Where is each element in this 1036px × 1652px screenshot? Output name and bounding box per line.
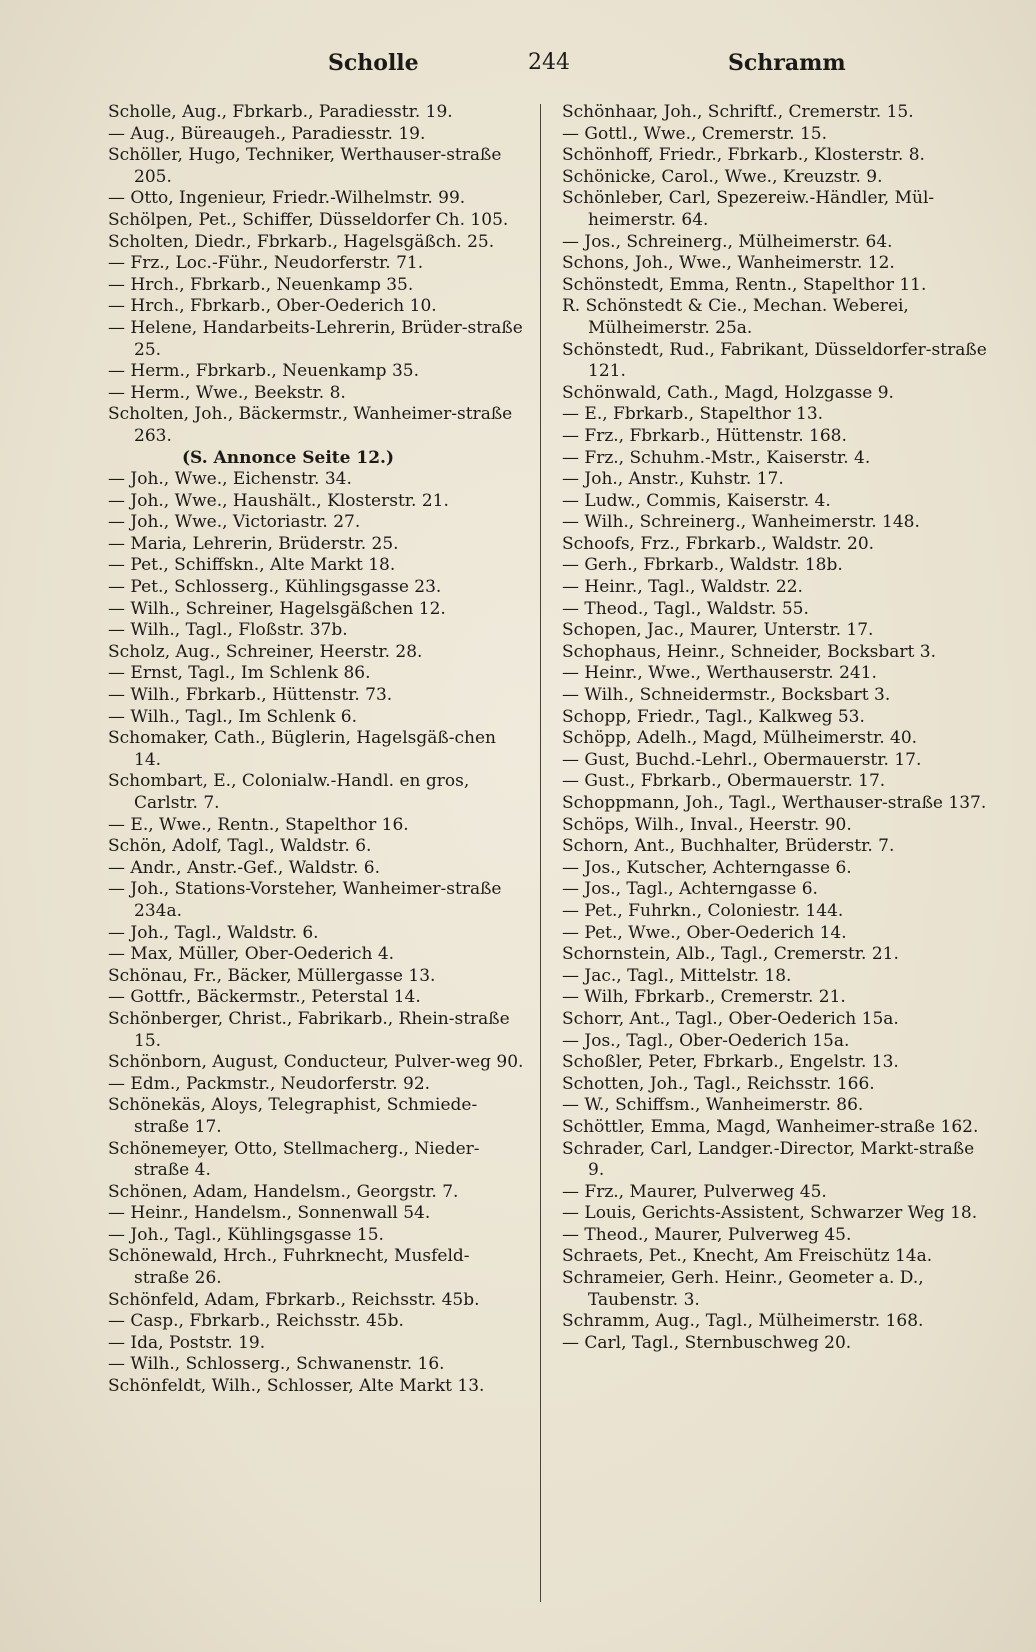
directory-entry: — Joh., Anstr., Kuhstr. 17. — [562, 469, 784, 490]
directory-entry: — Pet., Schlosserg., Kühlingsgasse 23. — [108, 577, 442, 598]
directory-entry: — Ludw., Commis, Kaiserstr. 4. — [562, 490, 831, 511]
directory-entry: — Carl, Tagl., Sternbuschweg 20. — [562, 1332, 852, 1353]
directory-entry: Schrameier, Gerh. Heinr., Geometer a. D., Taubenstr. 3. — [562, 1268, 924, 1310]
directory-entry: — Herm., Wwe., Beekstr. 8. — [108, 382, 346, 403]
directory-entry: Scholz, Aug., Schreiner, Heerstr. 28. — [108, 641, 423, 662]
directory-entry: R. Schönstedt & Cie., Mechan. Weberei, Mülheimerstr. 25a. — [562, 296, 909, 338]
column-divider — [540, 104, 541, 1602]
directory-entry: Schoofs, Frz., Fbrkarb., Waldstr. 20. — [562, 533, 875, 554]
directory-entry: — Wilh., Tagl., Im Schlenk 6. — [108, 706, 358, 727]
directory-entry: Scholten, Joh., Bäckermstr., Wanheimer-straße 263. — [108, 404, 513, 446]
left-column — [108, 102, 524, 1398]
directory-entry: Schönborn, August, Conducteur, Pulver-weg 90. — [108, 1052, 524, 1073]
directory-entry: — E., Fbrkarb., Stapelthor 13. — [562, 404, 824, 425]
directory-entry: — Louis, Gerichts-Assistent, Schwarzer Weg 18. — [562, 1203, 978, 1224]
directory-entry: — Hrch., Fbrkarb., Neuenkamp 35. — [108, 274, 414, 295]
directory-entry: Schoßler, Peter, Fbrkarb., Engelstr. 13. — [562, 1052, 899, 1073]
directory-entry: — Pet., Schiffskn., Alte Markt 18. — [108, 555, 396, 576]
directory-entry: — Pet., Fuhrkn., Coloniestr. 144. — [562, 900, 844, 921]
directory-entry: Schönwald, Cath., Magd, Holzgasse 9. — [562, 382, 894, 403]
header-first-entry: Scholle — [328, 50, 419, 76]
directory-entry: — Joh., Wwe., Haushält., Klosterstr. 21. — [108, 490, 449, 511]
directory-entry: — Jos., Schreinerg., Mülheimerstr. 64. — [562, 231, 893, 252]
directory-entry: — Wilh., Tagl., Floßstr. 37b. — [108, 620, 348, 641]
directory-entry: — Theod., Tagl., Waldstr. 55. — [562, 598, 809, 619]
directory-entry: Schorr, Ant., Tagl., Ober-Oederich 15a. — [562, 1008, 899, 1029]
directory-entry: — Aug., Büreaugeh., Paradiesstr. 19. — [108, 123, 426, 144]
directory-entry: — E., Wwe., Rentn., Stapelthor 16. — [108, 814, 409, 835]
directory-entry: Schönekäs, Aloys, Telegraphist, Schmiede-straße 17. — [108, 1095, 478, 1137]
directory-entry: Schönfeld, Adam, Fbrkarb., Reichsstr. 45b. — [108, 1289, 480, 1310]
directory-entry: — Helene, Handarbeits-Lehrerin, Brüder-straße 25. — [108, 317, 523, 360]
page-number: 244 — [528, 50, 570, 75]
directory-entry: — Joh., Wwe., Eichenstr. 34. — [108, 469, 352, 490]
directory-entry: Schönhaar, Joh., Schriftf., Cremerstr. 15. — [562, 102, 914, 122]
directory-entry: Schopp, Friedr., Tagl., Kalkweg 53. — [562, 706, 865, 727]
directory-entry: — Theod., Maurer, Pulverweg 45. — [562, 1224, 852, 1245]
directory-entry: — Joh., Wwe., Victoriastr. 27. — [108, 512, 361, 533]
directory-entry: — Frz., Loc.-Führ., Neudorferstr. 71. — [108, 253, 424, 274]
directory-entry: — Jos., Tagl., Achterngasse 6. — [562, 879, 818, 900]
directory-entry: Schornstein, Alb., Tagl., Cremerstr. 21. — [562, 944, 899, 965]
directory-entry: Schöller, Hugo, Techniker, Werthauser-straße 205. — [108, 145, 502, 187]
directory-entry: Schombart, E., Colonialw.-Handl. en gros, Carlstr. 7. — [108, 771, 470, 813]
directory-entry: — Joh., Stations-Vorsteher, Wanheimer-straße 234a. — [108, 879, 502, 921]
directory-entry: — Heinr., Tagl., Waldstr. 22. — [562, 577, 803, 598]
directory-entry: Schöttler, Emma, Magd, Wanheimer-straße 162. — [562, 1116, 979, 1137]
directory-entry: — Wilh., Schreinerg., Wanheimerstr. 148. — [562, 512, 920, 533]
directory-entry: — Frz., Fbrkarb., Hüttenstr. 168. — [562, 425, 847, 446]
directory-entry: — Wilh., Fbrkarb., Hüttenstr. 73. — [108, 685, 393, 706]
directory-entry: — Frz., Maurer, Pulverweg 45. — [562, 1181, 827, 1202]
directory-entry: Schorn, Ant., Buchhalter, Brüderstr. 7. — [562, 836, 895, 857]
directory-entry: — Ida, Poststr. 19. — [108, 1332, 266, 1353]
directory-entry: — Jos., Tagl., Ober-Oederich 15a. — [562, 1030, 850, 1051]
directory-entry: — Wilh., Schneidermstr., Bocksbart 3. — [562, 685, 891, 706]
directory-entry: — Pet., Wwe., Ober-Oederich 14. — [562, 922, 847, 943]
directory-entry: — Gottfr., Bäckermstr., Peterstal 14. — [108, 987, 421, 1008]
directory-entry: Schönleber, Carl, Spezereiw.-Händler, Mül-heimerstr. 64. — [562, 188, 935, 230]
directory-entry: — Gust., Fbrkarb., Obermauerstr. 17. — [562, 771, 886, 792]
directory-entry: Schön, Adolf, Tagl., Waldstr. 6. — [108, 836, 372, 857]
directory-entry: — Frz., Schuhm.-Mstr., Kaiserstr. 4. — [562, 447, 871, 468]
directory-entry: Schramm, Aug., Tagl., Mülheimerstr. 168. — [562, 1311, 924, 1332]
directory-entry: Schönhoff, Friedr., Fbrkarb., Klosterstr. 8. — [562, 145, 925, 166]
directory-entry: — Joh., Tagl., Waldstr. 6. — [108, 922, 319, 943]
directory-entry: Schotten, Joh., Tagl., Reichsstr. 166. — [562, 1073, 875, 1094]
directory-entry: Schönemeyer, Otto, Stellmacherg., Nieder-straße 4. — [108, 1138, 480, 1181]
directory-entry: — Wilh., Schlosserg., Schwanenstr. 16. — [108, 1354, 445, 1375]
directory-entry: — Andr., Anstr.-Gef., Waldstr. 6. — [108, 857, 380, 878]
directory-entry: — Edm., Packmstr., Neudorferstr. 92. — [108, 1073, 431, 1094]
directory-entry: Schönfeldt, Wilh., Schlosser, Alte Markt 13. — [108, 1376, 485, 1397]
directory-entry: — Gust, Buchd.-Lehrl., Obermauerstr. 17. — [562, 749, 922, 770]
directory-entry: Schönicke, Carol., Wwe., Kreuzstr. 9. — [562, 166, 883, 187]
header-last-entry: Schramm — [728, 50, 846, 76]
directory-entry: — Otto, Ingenieur, Friedr.-Wilhelmstr. 99. — [108, 188, 466, 209]
directory-entry: Scholle, Aug., Fbrkarb., Paradiesstr. 19. — [108, 102, 453, 122]
directory-entry: Schöpp, Adelh., Magd, Mülheimerstr. 40. — [562, 728, 918, 749]
directory-entry: — Wilh, Fbrkarb., Cremerstr. 21. — [562, 987, 846, 1008]
page-header — [108, 50, 988, 84]
directory-entry: Scholten, Diedr., Fbrkarb., Hagelsgäßch. 25. — [108, 231, 495, 252]
directory-entry: Schönberger, Christ., Fabrikarb., Rhein-straße 15. — [108, 1008, 510, 1051]
directory-entry: Schönstedt, Emma, Rentn., Stapelthor 11. — [562, 274, 927, 295]
directory-entry: — Wilh., Schreiner, Hagelsgäßchen 12. — [108, 598, 446, 619]
directory-entry: Schönau, Fr., Bäcker, Müllergasse 13. — [108, 965, 436, 986]
directory-entry: Schons, Joh., Wwe., Wanheimerstr. 12. — [562, 253, 895, 274]
directory-entry: Schönen, Adam, Handelsm., Georgstr. 7. — [108, 1181, 459, 1202]
directory-entry: Schöps, Wilh., Inval., Heerstr. 90. — [562, 814, 852, 835]
directory-entry: — W., Schiffsm., Wanheimerstr. 86. — [562, 1095, 864, 1116]
directory-entry: Schönstedt, Rud., Fabrikant, Düsseldorfer-straße 121. — [562, 339, 987, 382]
directory-entry: Schomaker, Cath., Büglerin, Hagelsgäß-chen 14. — [108, 728, 496, 770]
directory-entry: — Jos., Kutscher, Achterngasse 6. — [562, 857, 852, 878]
directory-entry: — Gottl., Wwe., Cremerstr. 15. — [562, 123, 827, 144]
directory-entry: — Gerh., Fbrkarb., Waldstr. 18b. — [562, 555, 843, 576]
directory-entry: — Casp., Fbrkarb., Reichsstr. 45b. — [108, 1311, 404, 1332]
directory-entry: — Max, Müller, Ober-Oederich 4. — [108, 944, 395, 965]
directory-entry: Schraets, Pet., Knecht, Am Freischütz 14a. — [562, 1246, 933, 1267]
directory-entry: Schölpen, Pet., Schiffer, Düsseldorfer Ch. 105. — [108, 209, 509, 230]
directory-entry: — Hrch., Fbrkarb., Ober-Oederich 10. — [108, 296, 437, 317]
directory-entry: — Joh., Tagl., Kühlingsgasse 15. — [108, 1224, 384, 1245]
directory-entry: Schoppmann, Joh., Tagl., Werthauser-straße 137. — [562, 793, 987, 813]
directory-entry: — Herm., Fbrkarb., Neuenkamp 35. — [108, 361, 419, 382]
directory-entry: Schrader, Carl, Landger.-Director, Markt-straße 9. — [562, 1138, 975, 1181]
directory-entry: — Heinr., Wwe., Werthauserstr. 241. — [562, 663, 877, 684]
directory-entry: Schophaus, Heinr., Schneider, Bocksbart 3. — [562, 641, 936, 662]
directory-entry: Schopen, Jac., Maurer, Unterstr. 17. — [562, 620, 874, 641]
directory-entry: Schönewald, Hrch., Fuhrknecht, Musfeld-straße 26. — [108, 1246, 470, 1289]
annonce-note: (S. Annonce Seite 12.) — [182, 447, 395, 468]
directory-entry: — Ernst, Tagl., Im Schlenk 86. — [108, 663, 371, 684]
directory-entry: — Jac., Tagl., Mittelstr. 18. — [562, 965, 792, 986]
right-column — [562, 102, 990, 1354]
directory-entry: — Heinr., Handelsm., Sonnenwall 54. — [108, 1203, 431, 1224]
directory-entry: — Maria, Lehrerin, Brüderstr. 25. — [108, 533, 399, 554]
